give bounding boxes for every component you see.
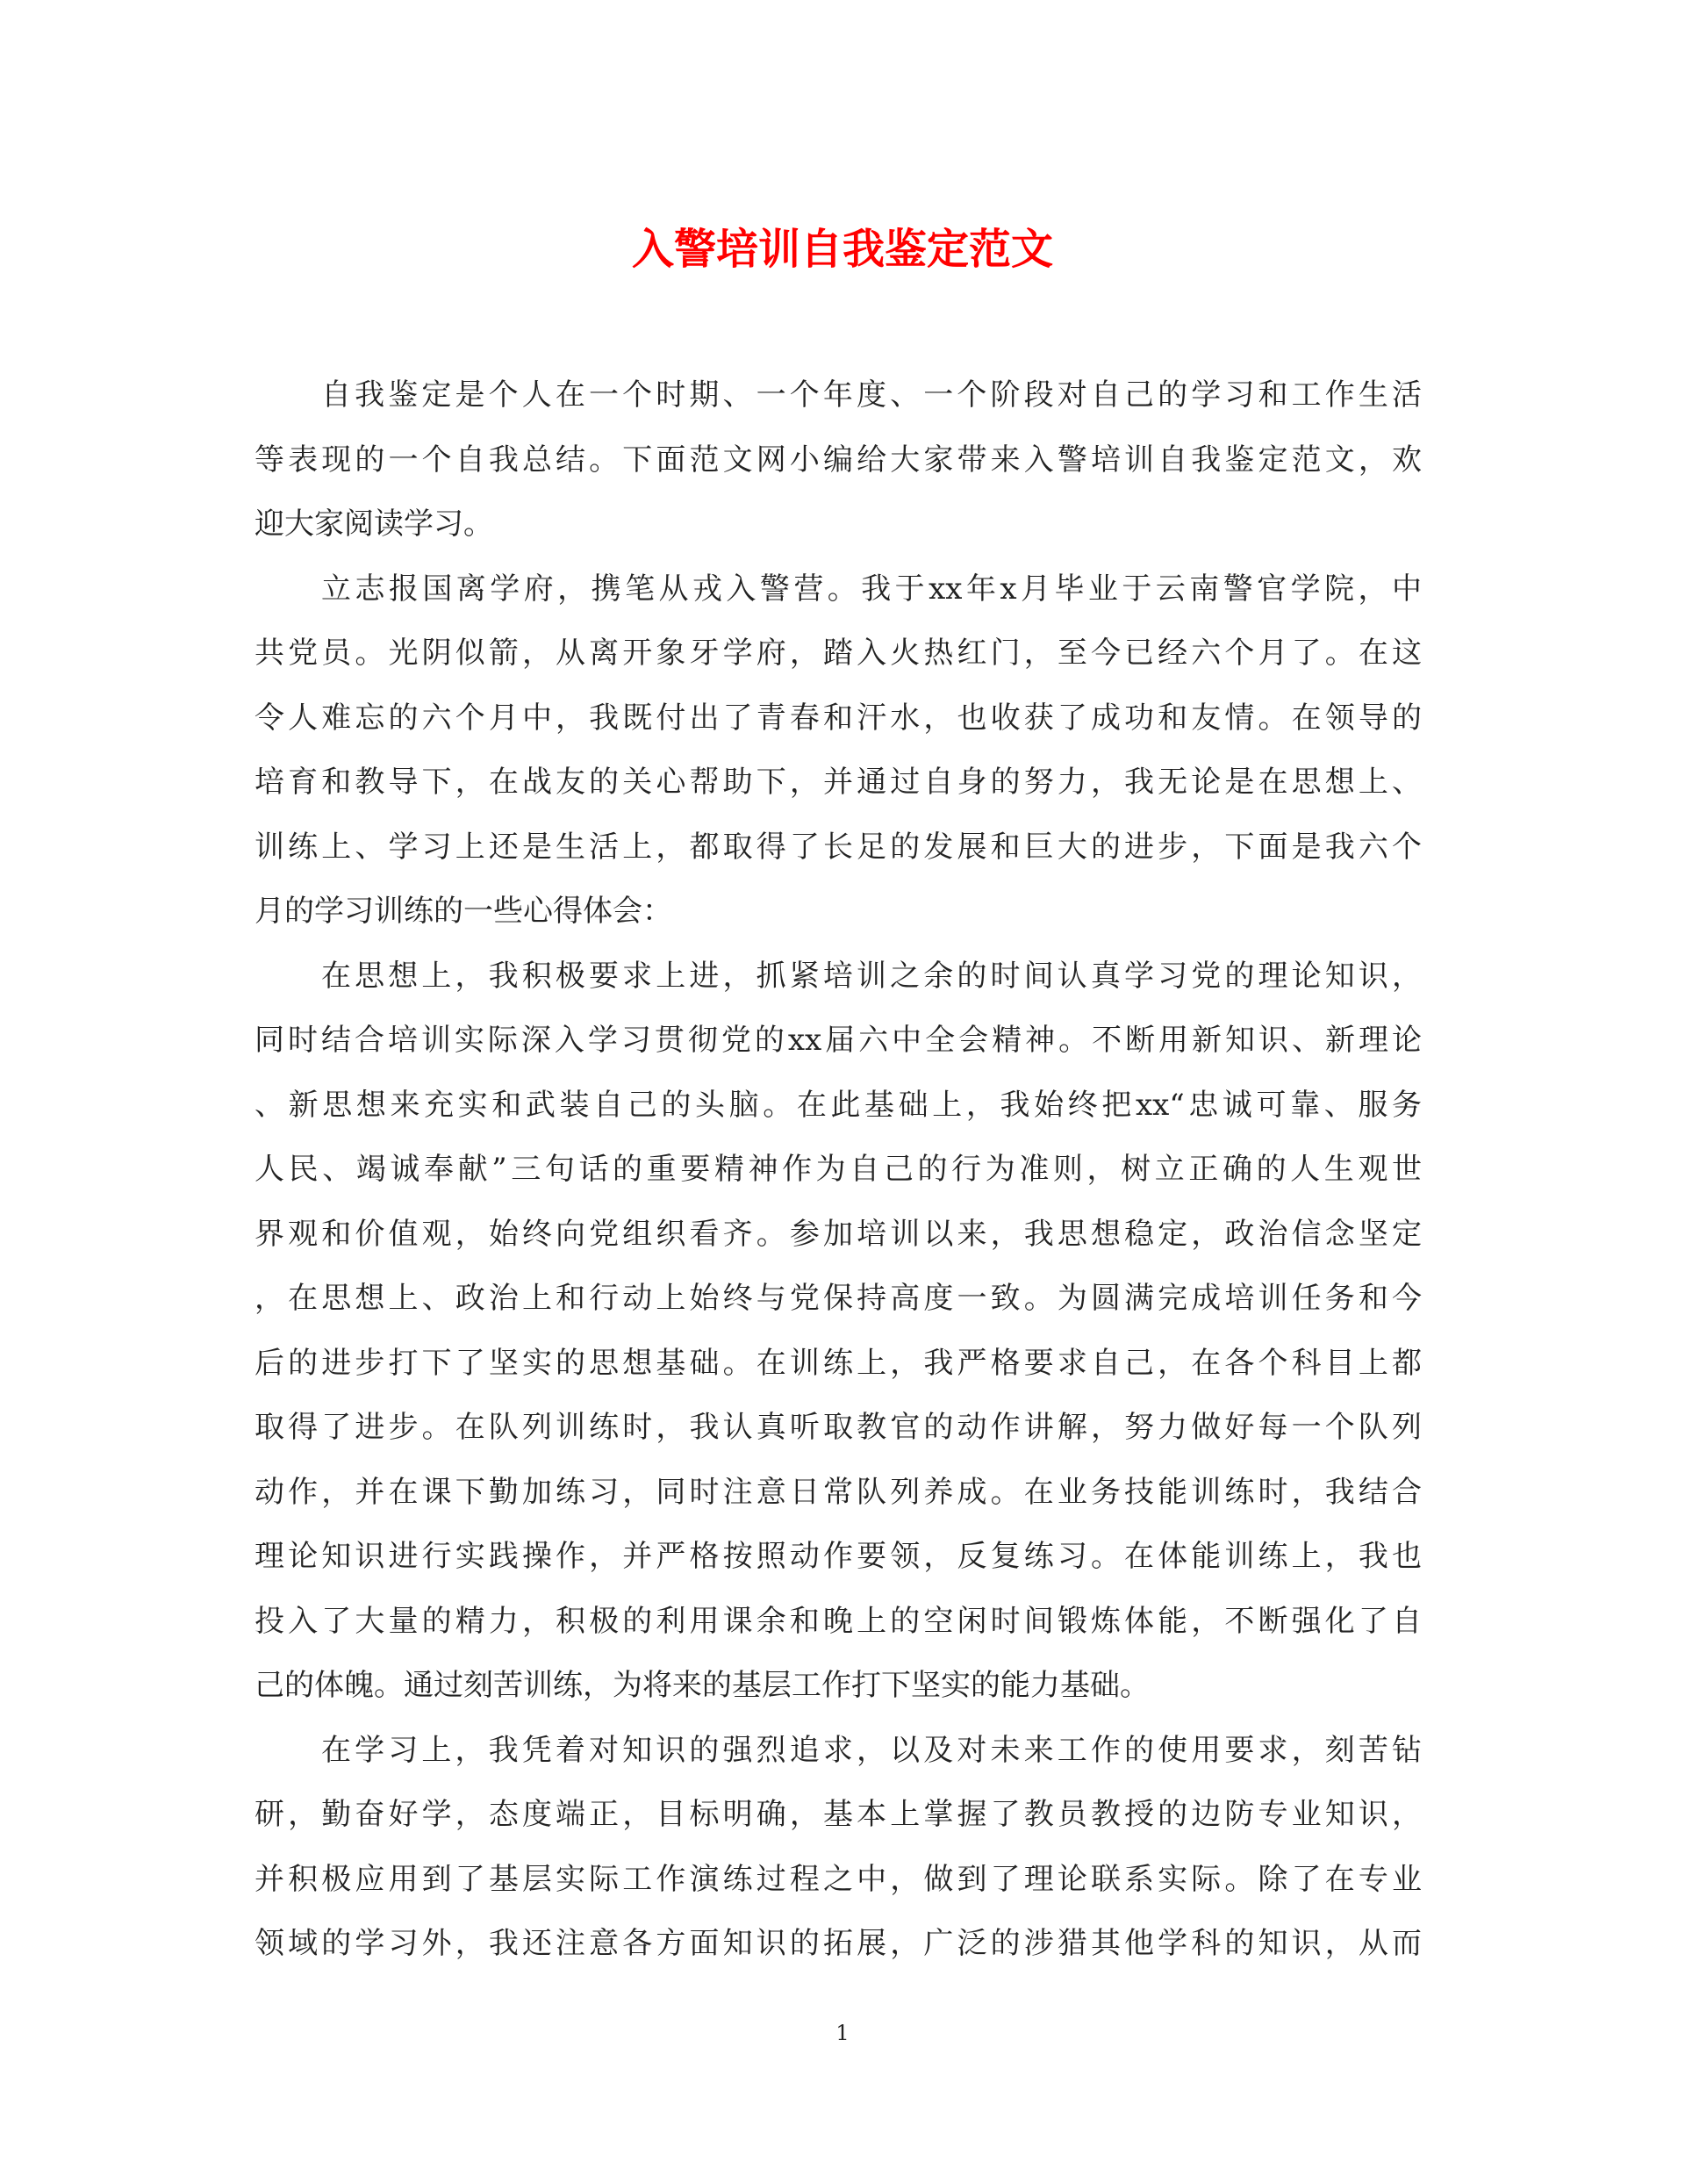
paragraph-line: 、新思想来充实和武装自己的头脑。在此基础上，我始终把xx“忠诚可靠、服务 (255, 1087, 1422, 1123)
page-number: 1 (835, 2021, 850, 2045)
paragraph (255, 945, 1422, 1719)
paragraph-line: 同时结合培训实际深入学习贯彻党的xx届六中全会精神。不断用新知识、新理论 (255, 1023, 1422, 1058)
paragraph-line: 迎大家阅读学习。 (255, 506, 493, 542)
paragraph-line: 共党员。光阴似箭，从离开象牙学府，踏入火热红门，至今已经六个月了。在这 (255, 636, 1422, 671)
paragraph (255, 557, 1422, 945)
paragraph-line: 己的体魄。通过刻苦训练，为将来的基层工作打下坚实的能力基础。 (255, 1668, 1150, 1703)
document-title: 入警培训自我鉴定范文 (631, 225, 1053, 274)
paragraph-line: 等表现的一个自我总结。下面范文网小编给大家带来入警培训自我鉴定范文，欢 (255, 442, 1422, 478)
paragraph (255, 363, 1422, 557)
paragraph-line: 自我鉴定是个人在一个时期、一个年度、一个阶段对自己的学习和工作生活 (321, 377, 1422, 413)
paragraph-line: 理论知识进行实践操作，并严格按照动作要领，反复练习。在体能训练上，我也 (255, 1539, 1422, 1574)
paragraph-line: 投入了大量的精力，积极的利用课余和晚上的空闲时间锻炼体能，不断强化了自 (255, 1603, 1422, 1639)
paragraph (255, 1719, 1422, 1977)
paragraph-line: 训练上、学习上还是生活上，都取得了长足的发展和巨大的进步，下面是我六个 (255, 829, 1422, 865)
paragraph-line: 领域的学习外，我还注意各方面知识的拓展，广泛的涉猎其他学科的知识，从而 (255, 1926, 1422, 1961)
paragraph-line: 令人难忘的六个月中，我既付出了青春和汗水，也收获了成功和友情。在领导的 (255, 700, 1422, 736)
paragraph-line: 在学习上，我凭着对知识的强烈追求，以及对未来工作的使用要求，刻苦钻 (321, 1732, 1422, 1768)
paragraph-line: 培育和教导下，在战友的关心帮助下，并通过自身的努力，我无论是在思想上、 (255, 765, 1422, 800)
paragraph-line: 动作，并在课下勤加练习，同时注意日常队列养成。在业务技能训练时，我结合 (255, 1474, 1422, 1510)
document-body (255, 363, 1422, 1977)
paragraph-line: 月的学习训练的一些心得体会： (255, 894, 672, 929)
paragraph-line: 后的进步打下了坚实的思想基础。在训练上，我严格要求自己，在各个科目上都 (255, 1345, 1422, 1381)
paragraph-line: 研，勤奋好学，态度端正，目标明确，基本上掌握了教员教授的边防专业知识， (255, 1797, 1422, 1832)
paragraph-line: 在思想上，我积极要求上进，抓紧培训之余的时间认真学习党的理论知识， (321, 958, 1422, 994)
paragraph-line: 人民、竭诚奉献”三句话的重要精神作为自己的行为准则，树立正确的人生观世 (255, 1152, 1422, 1187)
paragraph-line: 取得了进步。在队列训练时，我认真听取教官的动作讲解，努力做好每一个队列 (255, 1410, 1422, 1445)
paragraph-line: 立志报国离学府，携笔从戎入警营。我于xx年x月毕业于云南警官学院，中 (321, 571, 1422, 607)
paragraph-line: 界观和价值观，始终向党组织看齐。参加培训以来，我思想稳定，政治信念坚定 (255, 1216, 1422, 1252)
paragraph-line: ，在思想上、政治上和行动上始终与党保持高度一致。为圆满完成培训任务和今 (255, 1281, 1422, 1316)
paragraph-line: 并积极应用到了基层实际工作演练过程之中，做到了理论联系实际。除了在专业 (255, 1861, 1422, 1897)
